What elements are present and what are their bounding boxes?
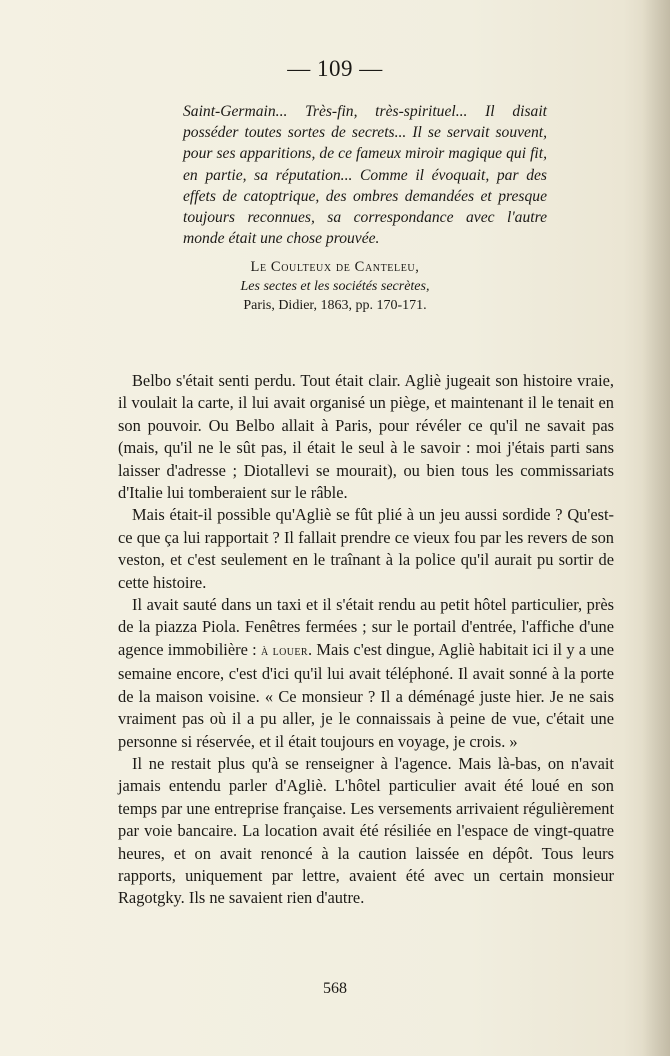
paragraph	[118, 594, 614, 753]
epigraph: Saint-Germain... Très-fin, très-spirituel... Il disait posséder toutes sortes de secrets... Il se servait souvent, pour ses apparitions, de ce fameux miroir magique qui fit, en partie, sa réputation... Comme il évoquait, par des effets de catoptrique, des ombres demandées et presque toujours reconnues, sa correspondance avec l'autre monde était une chose prouvée.	[183, 103, 547, 248]
for-rent-sign-text: à louer	[260, 643, 308, 659]
chapter-number: — 109 —	[287, 56, 383, 81]
paragraph: Mais était-il possible qu'Agliè se fût plié à un jeu aussi sordide ? Qu'est-ce que ça lui rapportait ? Il fallait prendre ce vieux fou par les revers de son veston, et c'est seulement en le traînant à la police qu'il aurait pu sortir de cette histoire.	[118, 505, 614, 592]
attribution-author: Le Coulteux de Canteleu,	[250, 259, 420, 275]
body-text	[118, 370, 614, 910]
paragraph: Belbo s'était senti perdu. Tout était clair. Agliè jugeait son histoire vraie, il voulait la carte, il lui avait organisé un piège, et maintenant il le tenait en son pouvoir. Ou Belbo allait à Paris, pour révéler ce qu'il ne savait pas (mais, qu'il ne le sût pas, il était le seul à le savoir : moi j'étais parti sans laisser d'adresse ; Diotallevi se mourait), ou bien tous les commissariats d'Italie lui tomberaient sur le râble.	[118, 371, 614, 503]
paragraph-text: . Mais c'est dingue, Agliè habitait ici il y a une semaine encore, c'est d'ici qu'il lui avait téléphoné. Il avait sonné à la porte de la maison voisine. « Ce monsieur ? Il a déménagé juste hier. Je ne sais vraiment pas où il a pu aller, je le connaissais à peine de vue, c'était une personne si réservée, et il était toujours en voyage, je crois. »	[118, 639, 614, 751]
attribution-work: Les sectes et les sociétés secrètes,	[240, 279, 430, 294]
epigraph-attribution	[0, 258, 670, 315]
page-number: 568	[323, 980, 347, 997]
attribution-publication: Paris, Didier, 1863, pp. 170-171.	[243, 298, 427, 313]
paragraph: Il ne restait plus qu'à se renseigner à l'agence. Mais là-bas, on n'avait jamais entendu parler d'Agliè. L'hôtel particulier avait été loué en son temps par une entreprise française. Les versements arrivaient régulièrement par voie bancaire. La location avait été résiliée en l'espace de vingt-quatre heures, et on avait renoncé à la caution laissée en dépôt. Tous leurs rapports, uniquement par lettre, avaient été avec un certain monsieur Ragotgky. Ils ne savaient rien d'autre.	[118, 753, 614, 908]
paragraph-text: Il avait sauté dans un taxi et il s'était rendu au petit hôtel particulier, près de la piazza Piola. Fenêtres fermées ; sur le portail d'entrée, l'affiche d'une agence immobilière :	[118, 595, 614, 659]
page-edge-shadow	[642, 0, 670, 1056]
